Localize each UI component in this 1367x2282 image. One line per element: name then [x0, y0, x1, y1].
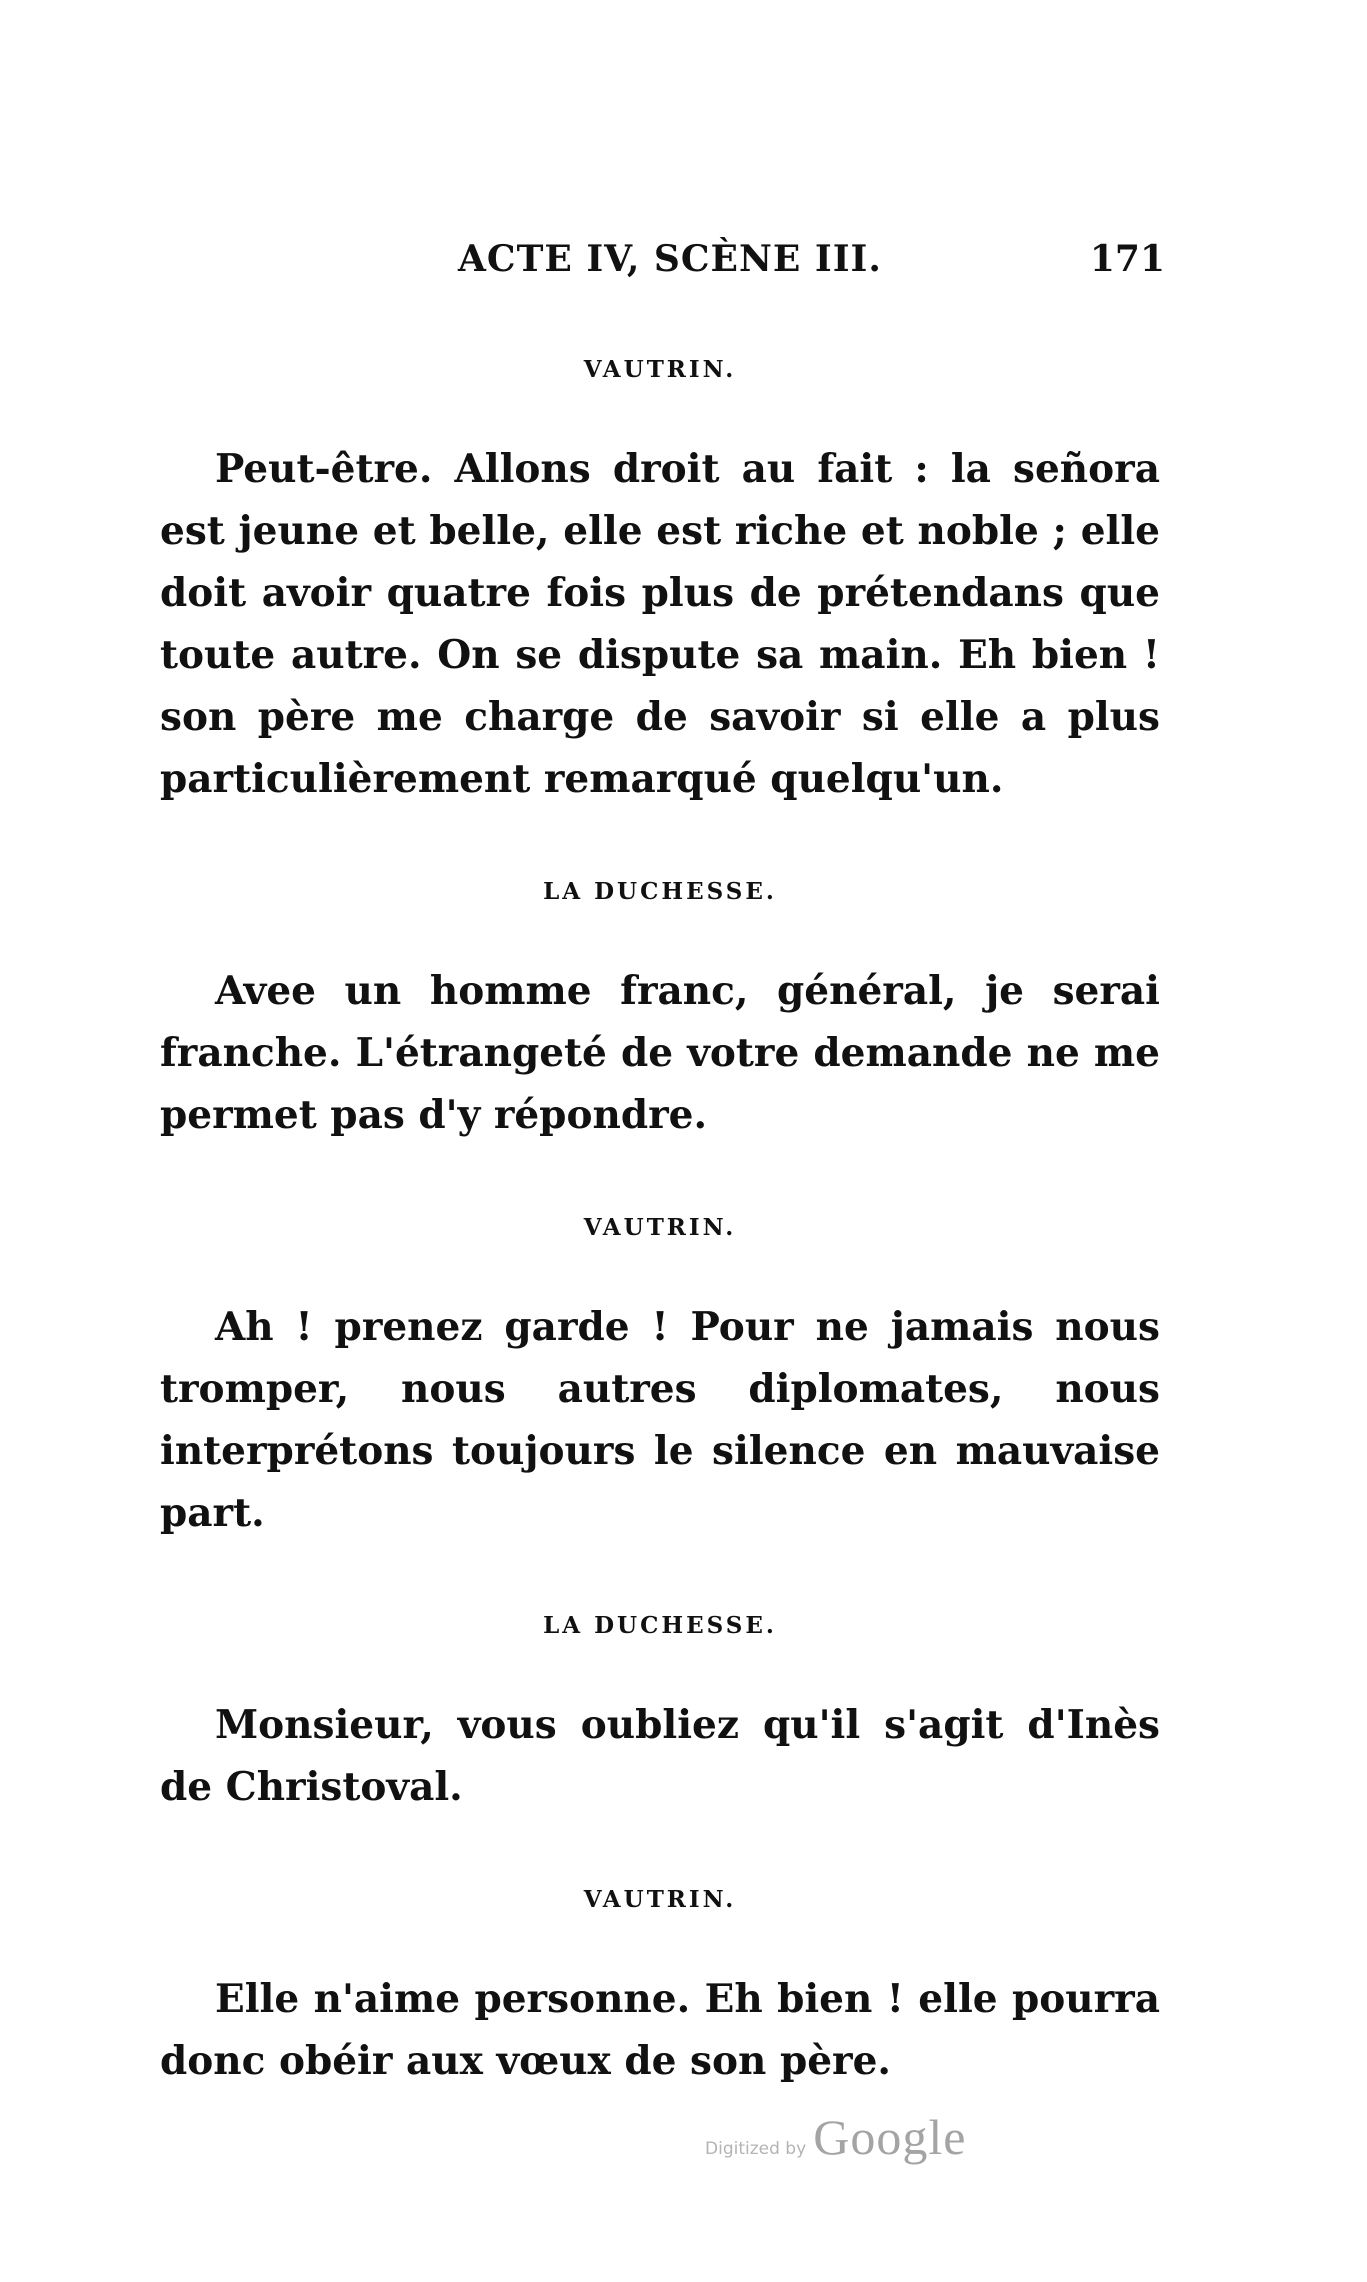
- dialogue-block: [160, 872, 1160, 1208]
- speaker-name: VAUTRIN.: [583, 1214, 737, 1241]
- speech-text: Peut-être. Allons droit au fait : la señora est jeune et belle, elle est riche et noble ; elle doit avoir quatre fois plus de prétendans que toute autre. On se dispute sa main. Eh bien ! son père me charge de savoir si elle a plus particulièrement remarqué quelqu'un.: [160, 446, 1160, 802]
- dialogue-block: [160, 1606, 1160, 1880]
- speaker-name: VAUTRIN.: [583, 356, 737, 383]
- speech-text: Ah ! prenez garde ! Pour ne jamais nous tromper, nous autres diplomates, nous interprétons toujours le silence en mauvaise part.: [160, 1304, 1160, 1536]
- google-logo: Google: [813, 2109, 967, 2165]
- digitized-by-google-watermark: [705, 2108, 966, 2166]
- dialogue-body: [160, 350, 1160, 2092]
- dialogue-block: [160, 1880, 1160, 2092]
- dialogue-block: [160, 350, 1160, 872]
- speaker-name: LA DUCHESSE.: [543, 1612, 777, 1639]
- speech-text: Elle n'aime personne. Eh bien ! elle pourra donc obéir aux vœux de son père.: [160, 1976, 1160, 2084]
- page-header: [160, 238, 1165, 298]
- speech-text: Monsieur, vous oubliez qu'il s'agit d'Inès de Christoval.: [160, 1702, 1160, 1810]
- digitized-label: Digitized by: [705, 2139, 807, 2159]
- speech-text: Avee un homme franc, général, je serai franche. L'étrangeté de votre demande ne me permet pas d'y répondre.: [160, 968, 1160, 1138]
- running-title: ACTE IV, SCÈNE III.: [458, 238, 882, 280]
- page-number: 171: [1089, 238, 1165, 280]
- speaker-name: LA DUCHESSE.: [543, 878, 777, 905]
- speaker-name: VAUTRIN.: [583, 1886, 737, 1913]
- dialogue-block: [160, 1208, 1160, 1606]
